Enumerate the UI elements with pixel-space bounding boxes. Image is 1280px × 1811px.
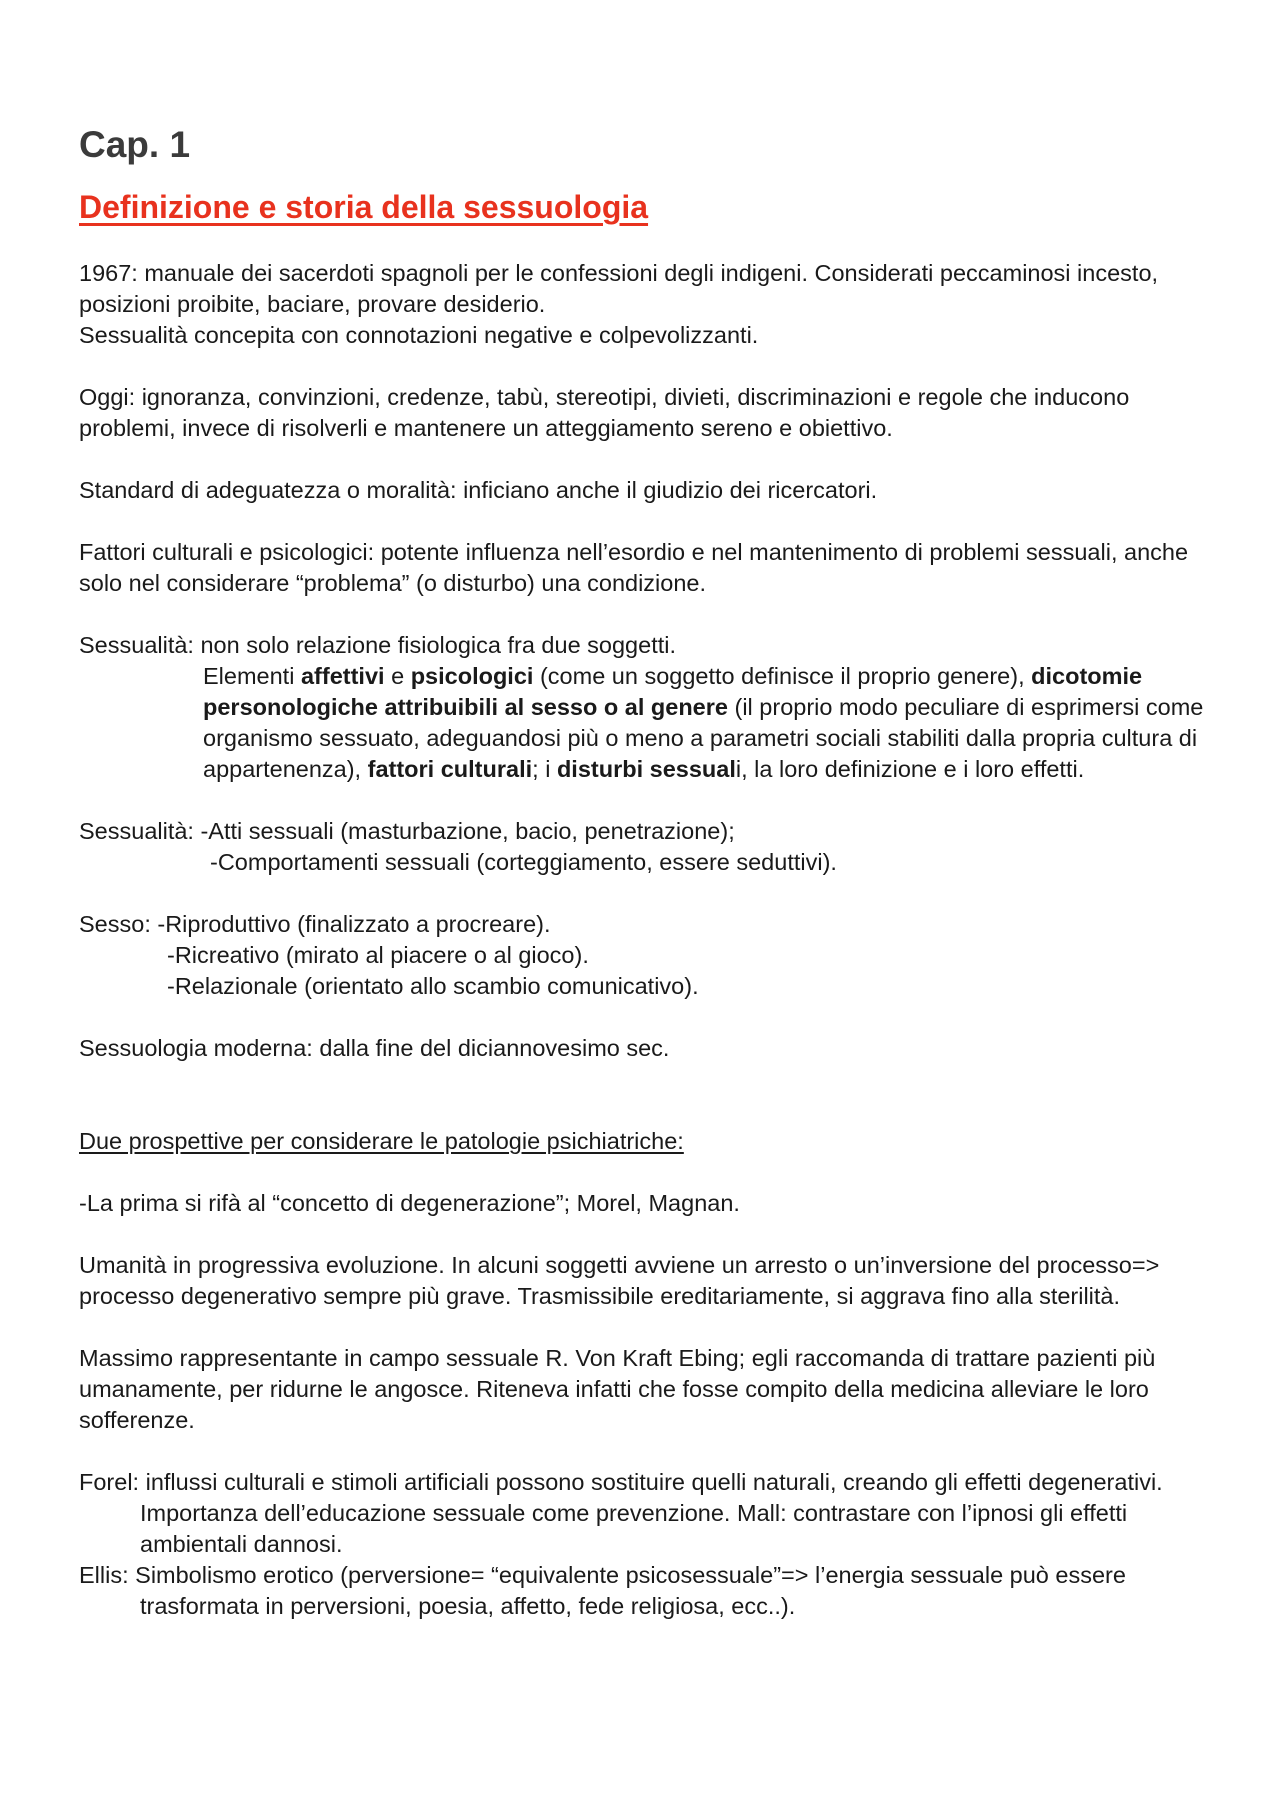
bold-term: dicotomie personologiche attribuibili al sesso o al genere bbox=[203, 663, 1143, 720]
paragraph-oggi: Oggi: ignoranza, convinzioni, credenze, tabù, stereotipi, divieti, discriminazioni e regole che inducono problemi, invece di risolverli e mantenere un atteggiamento sereno e obiettivo. bbox=[79, 384, 1130, 441]
paragraph-ellis: Ellis: Simbolismo erotico (perversione= “equivalente psicosessuale”=> l’energia sessuale può essere trasformata in perversioni, poesia, affetto, fede religiosa, ecc..). bbox=[79, 1562, 1126, 1619]
bold-term: fattori culturali bbox=[367, 756, 533, 782]
section-title: Definizione e storia della sessuologia bbox=[79, 189, 649, 225]
paragraph-umanita: Umanità in progressiva evoluzione. In alcuni soggetti avviene un arresto o un’inversione del processo=> processo degenerativo sempre più grave. Trasmissibile ereditariamente, si aggrava fino alla sterilità. bbox=[79, 1252, 1160, 1309]
paragraph-text: -Ricreativo (mirato al piacere o al gioco). bbox=[167, 942, 589, 968]
text-run: (come un soggetto definisce il proprio genere), bbox=[533, 663, 1032, 689]
paragraph-text: Sessualità: -Atti sessuali (masturbazione, bacio, penetrazione); bbox=[79, 818, 735, 844]
paragraph-text: Sesso: -Riproduttivo (finalizzato a procreare). bbox=[79, 911, 551, 937]
bold-term: disturbi sessual bbox=[556, 756, 736, 782]
paragraph-forel: Forel: influssi culturali e stimoli artificiali possono sostituire quelli naturali, creando gli effetti degenerativi. Importanza dell’educazione sessuale come prevenzione. Mall: contrastare con l’ipnosi gli effetti ambientali dannosi. bbox=[79, 1469, 1163, 1557]
text-run: Elementi bbox=[203, 663, 301, 689]
bold-term: psicologici bbox=[410, 663, 534, 689]
paragraph-sessualita-elementi bbox=[79, 630, 1209, 661]
paragraph-1967 bbox=[79, 258, 1209, 351]
paragraph-prima-prospettiva: -La prima si rifà al “concetto di degenerazione”; Morel, Magnan. bbox=[79, 1190, 740, 1216]
text-run: ; i bbox=[532, 756, 557, 782]
text-run: (il proprio modo peculiare di esprimersi come organismo sessuato, adeguandosi più o meno a parametri sociali stabiliti dalla propria cultura di appartenenza), bbox=[203, 694, 1204, 782]
text-run: e bbox=[384, 663, 411, 689]
bold-term: affettivi bbox=[300, 663, 385, 689]
chapter-heading: Cap. 1 bbox=[79, 124, 191, 165]
paragraph-fattori: Fattori culturali e psicologici: potente influenza nell’esordio e nel mantenimento di problemi sessuali, anche solo nel considerare “problema” (o disturbo) una condizione. bbox=[79, 539, 1189, 596]
paragraph-text: Sessualità: non solo relazione fisiologica fra due soggetti. bbox=[79, 632, 677, 658]
paragraph-sessuologia-moderna: Sessuologia moderna: dalla fine del diciannovesimo sec. bbox=[79, 1035, 670, 1061]
subheading-prospettive: Due prospettive per considerare le patologie psichiatriche: bbox=[79, 1128, 684, 1154]
paragraph-sesso bbox=[79, 909, 1209, 1002]
text-run: i, la loro definizione e i loro effetti. bbox=[735, 756, 1085, 782]
document-body bbox=[79, 258, 1209, 1653]
paragraph-elementi-detail bbox=[79, 661, 1209, 785]
paragraph-text: -Comportamenti sessuali (corteggiamento, essere seduttivi). bbox=[210, 849, 837, 875]
paragraph-text: -Relazionale (orientato allo scambio comunicativo). bbox=[167, 973, 699, 999]
paragraph-standard: Standard di adeguatezza o moralità: inficiano anche il giudizio dei ricercatori. bbox=[79, 477, 878, 503]
paragraph-sessualita-atti bbox=[79, 816, 1209, 878]
spacer bbox=[79, 1095, 1209, 1126]
paragraph-text: 1967: manuale dei sacerdoti spagnoli per le confessioni degli indigeni. Considerati peccaminosi incesto, posizioni proibite, baciare, provare desiderio. bbox=[79, 260, 1159, 317]
paragraph-kraft-ebing: Massimo rappresentante in campo sessuale R. Von Kraft Ebing; egli raccomanda di trattare pazienti più umanamente, per ridurne le angosce. Riteneva infatti che fosse compito della medicina alleviare le loro sofferenze. bbox=[79, 1345, 1156, 1433]
paragraph-text: Sessualità concepita con connotazioni negative e colpevolizzanti. bbox=[79, 322, 759, 348]
